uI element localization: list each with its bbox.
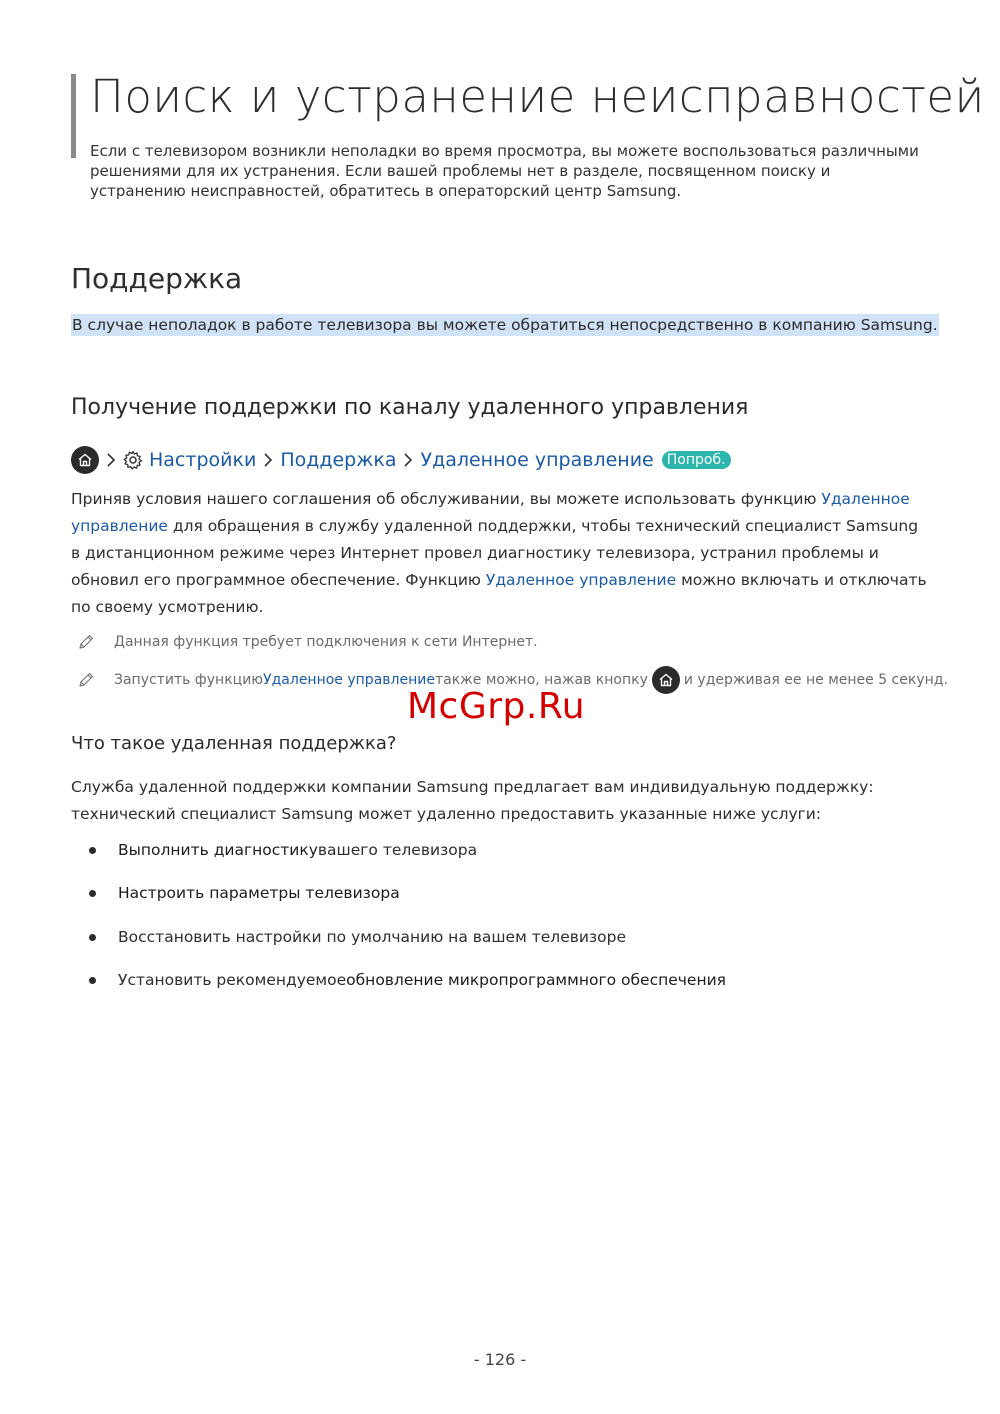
support-text-highlighted: В случае неполадок в работе телевизора вы можете обратиться непосредственно в компанию Samsung. bbox=[72, 316, 938, 334]
bullet-icon bbox=[89, 934, 96, 941]
para-text: Приняв условия нашего соглашения об обслуживании, вы можете использовать функцию bbox=[71, 490, 822, 508]
chevron-right-icon bbox=[262, 451, 274, 469]
path-remote-management-link[interactable]: Удаленное управление bbox=[420, 449, 654, 471]
watermark: McGrp.Ru bbox=[407, 686, 586, 727]
note-text: и удерживая ее не менее 5 секунд. bbox=[683, 672, 948, 688]
what-is-paragraph: Служба удаленной поддержки компании Samsung предлагает вам индивидуальную поддержку: технический специалист Samsung может удаленно предоставить указанные ниже услуги: bbox=[71, 778, 874, 823]
try-now-badge[interactable]: Попроб. bbox=[662, 451, 731, 469]
list-item bbox=[89, 880, 726, 923]
list-item bbox=[89, 924, 726, 967]
note-text: Запустить функцию bbox=[114, 672, 264, 688]
remote-management-link[interactable]: Удаленное управление bbox=[71, 490, 910, 535]
page-number: - 126 - bbox=[473, 1350, 527, 1369]
note-internet bbox=[77, 631, 957, 653]
what-is-heading: Что такое удаленная поддержка? bbox=[71, 733, 397, 754]
chevron-right-icon bbox=[105, 451, 117, 469]
para-text: можно включать и отключать по своему усмотрению. bbox=[71, 571, 927, 616]
support-heading: Поддержка bbox=[71, 262, 243, 295]
item-text: вашего телевизора bbox=[317, 841, 478, 859]
item-text: Установить рекомендуемое bbox=[118, 970, 347, 989]
gear-icon bbox=[123, 450, 143, 470]
pencil-icon bbox=[77, 671, 95, 689]
remote-management-link[interactable]: Удаленное управление bbox=[263, 672, 435, 688]
bold-term: Настроить параметры телевизора bbox=[118, 884, 400, 903]
item-text: Восстановить настройки по умолчанию на вашем телевизоре bbox=[118, 927, 627, 946]
menu-path bbox=[71, 445, 731, 475]
home-icon[interactable] bbox=[71, 446, 99, 474]
note-text: Данная функция требует подключения к сети Интернет. bbox=[114, 634, 538, 650]
path-support-link[interactable]: Поддержка bbox=[280, 449, 397, 471]
services-list bbox=[89, 837, 726, 1010]
chevron-right-icon bbox=[402, 451, 414, 469]
list-item bbox=[89, 967, 726, 1010]
bullet-icon bbox=[89, 890, 96, 897]
note-text: также можно, нажав кнопку bbox=[434, 672, 648, 688]
bold-term: Выполнить диагностику bbox=[118, 841, 318, 859]
path-settings-link[interactable]: Настройки bbox=[149, 449, 257, 471]
para-text: для обращения в службу удаленной поддержки, чтобы технический специалист Samsung в дистанционном режиме через Интернет провел диагностику телевизора, устранил проблемы и обновил его программное обеспечение. Функцию bbox=[71, 517, 919, 589]
list-item bbox=[89, 837, 726, 880]
bold-term: обновление микропрограммного обеспечения bbox=[346, 970, 726, 989]
bullet-icon bbox=[89, 977, 96, 984]
home-button-icon bbox=[652, 666, 680, 694]
remote-management-link[interactable]: Удаленное управление bbox=[485, 571, 677, 589]
title-accent-bar bbox=[71, 74, 76, 158]
remote-support-heading: Получение поддержки по каналу удаленного управления bbox=[71, 395, 749, 420]
bullet-icon bbox=[89, 847, 96, 854]
page-title: Поиск и устранение неисправностей bbox=[90, 70, 985, 123]
intro-paragraph: Если с телевизором возникли неполадки во время просмотра, вы можете воспользоваться различными решениями для их устранения. Если вашей проблемы нет в разделе, посвященном поиску и устранению неисправностей, обратитесь в операторский центр Samsung. bbox=[90, 142, 919, 200]
remote-management-paragraph bbox=[71, 486, 931, 621]
pencil-icon bbox=[77, 633, 95, 651]
